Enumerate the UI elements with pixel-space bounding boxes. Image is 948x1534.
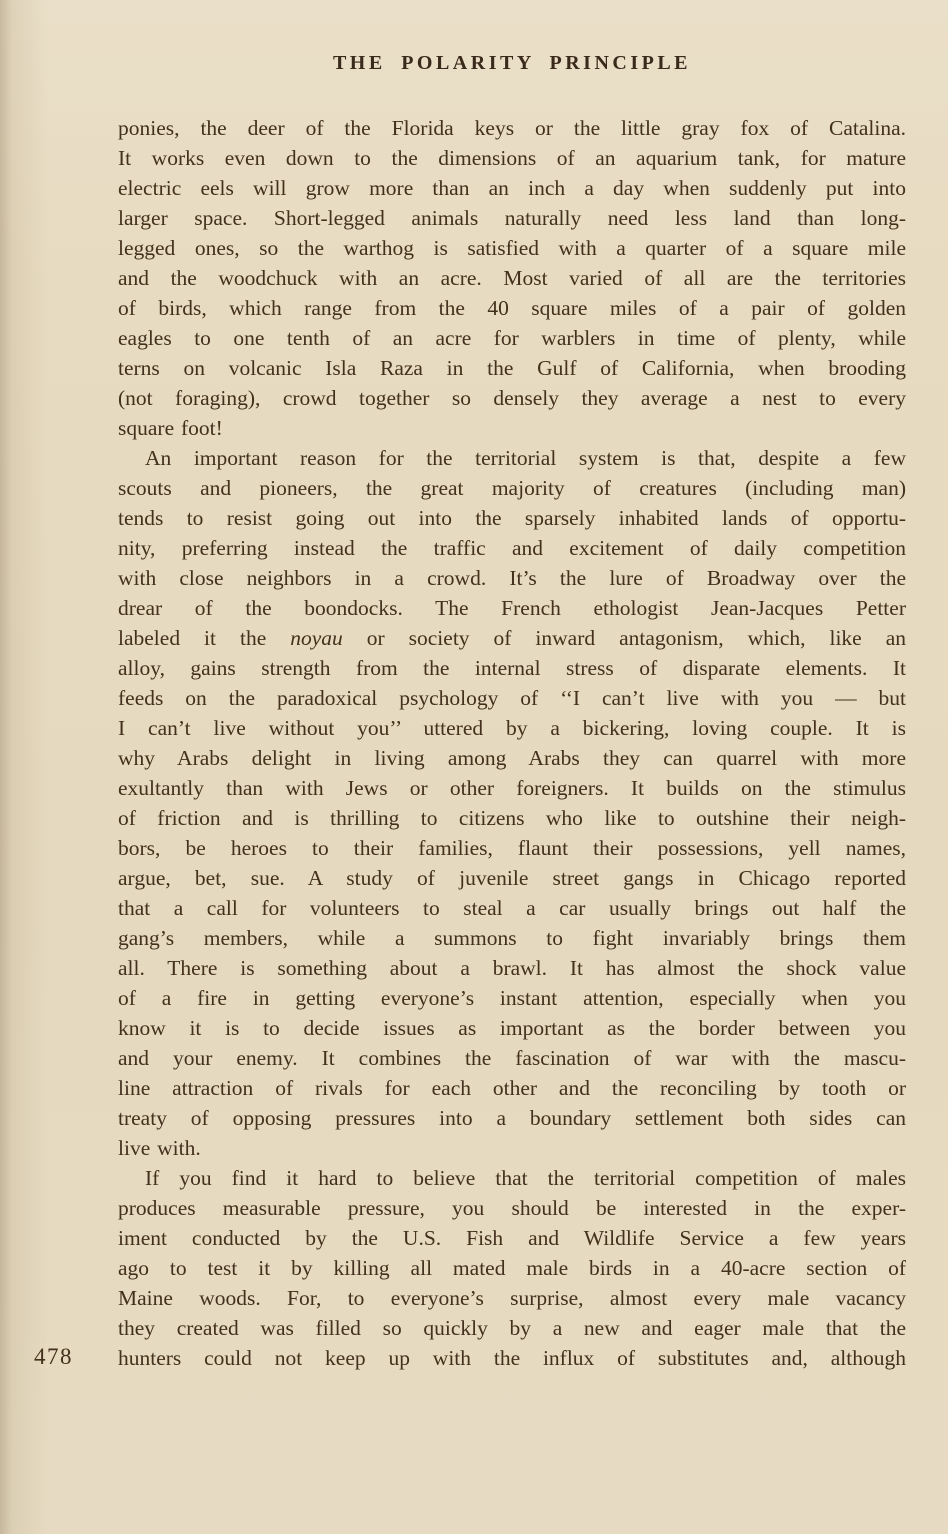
text-line: It works even down to the dimensions of an aquarium tank, for mature — [118, 146, 906, 170]
text-line: of friction and is thrilling to citizens who like to outshine their neigh- — [118, 806, 906, 830]
text-line: ponies, the deer of the Florida keys or the little gray fox of Catalina. — [118, 116, 906, 140]
text-segment: labeled it the — [118, 626, 291, 650]
text-line: legged ones, so the warthog is satisfied with a quarter of a square mile — [118, 236, 906, 260]
text-line: gang’s members, while a summons to fight invariably brings them — [118, 926, 906, 950]
paragraph — [118, 443, 906, 1163]
text-line: line attraction of rivals for each other and the reconciling by tooth or — [118, 1076, 906, 1100]
text-line: scouts and pioneers, the great majority of creatures (including man) — [118, 476, 906, 500]
text-line: iment conducted by the U.S. Fish and Wildlife Service a few years — [118, 1226, 906, 1250]
text-line: I can’t live without you’’ uttered by a bickering, loving couple. It is — [118, 716, 906, 740]
text-line: that a call for volunteers to steal a car usually brings out half the — [118, 896, 906, 920]
text-line: know it is to decide issues as important as the border between you — [118, 1016, 906, 1040]
text-line: why Arabs delight in living among Arabs they can quarrel with more — [118, 746, 906, 770]
text-line: terns on volcanic Isla Raza in the Gulf of California, when brooding — [118, 356, 906, 380]
text-column — [118, 113, 906, 1373]
text-line: If you find it hard to believe that the territorial competition of males — [145, 1166, 906, 1190]
text-line: and the woodchuck with an acre. Most varied of all are the territories — [118, 266, 906, 290]
text-line: (not foraging), crowd together so densely they average a nest to every — [118, 386, 906, 410]
text-line: and your enemy. It combines the fascination of war with the mascu- — [118, 1046, 906, 1070]
paragraph — [118, 1163, 906, 1373]
text-line: argue, bet, sue. A study of juvenile street gangs in Chicago reported — [118, 866, 906, 890]
text-line: bors, be heroes to their families, flaunt their possessions, yell names, — [118, 836, 906, 860]
text-line: electric eels will grow more than an inch a day when suddenly put into — [118, 176, 906, 200]
text-line: drear of the boondocks. The French ethologist Jean-Jacques Petter — [118, 596, 906, 620]
text-line: hunters could not keep up with the influx of substitutes and, although — [118, 1346, 906, 1370]
text-line: square foot! — [118, 416, 223, 440]
text-line: of birds, which range from the 40 square miles of a pair of golden — [118, 296, 906, 320]
text-line: they created was filled so quickly by a new and eager male that the — [118, 1316, 906, 1340]
page-number: 478 — [34, 1344, 73, 1369]
text-line: eagles to one tenth of an acre for warblers in time of plenty, while — [118, 326, 906, 350]
text-line: Maine woods. For, to everyone’s surprise, almost every male vacancy — [118, 1286, 906, 1310]
text-line: treaty of opposing pressures into a boundary settlement both sides can — [118, 1106, 906, 1130]
running-header: THE POLARITY PRINCIPLE — [332, 52, 692, 74]
text-line: produces measurable pressure, you should be interested in the exper- — [118, 1196, 906, 1220]
text-line: of a fire in getting everyone’s instant attention, especially when you — [118, 986, 906, 1010]
text-line: exultantly than with Jews or other foreigners. It builds on the stimulus — [118, 776, 906, 800]
text-line: with close neighbors in a crowd. It’s the lure of Broadway over the — [118, 566, 906, 590]
text-line: larger space. Short-legged animals naturally need less land than long- — [118, 206, 906, 230]
text-line: feeds on the paradoxical psychology of ‘‘I can’t live with you — but — [118, 686, 906, 710]
text-segment: or society of inward antagonism, which, like an — [342, 626, 906, 650]
text-line: ago to test it by killing all mated male birds in a 40-acre section of — [118, 1256, 906, 1280]
text-line — [118, 623, 906, 653]
italic-term: noyau — [290, 626, 343, 650]
text-line: live with. — [118, 1136, 201, 1160]
text-line: An important reason for the territorial system is that, despite a few — [145, 446, 906, 470]
text-line: tends to resist going out into the sparsely inhabited lands of opportu- — [118, 506, 906, 530]
text-line: alloy, gains strength from the internal stress of disparate elements. It — [118, 656, 906, 680]
paragraph — [118, 113, 906, 443]
text-line: nity, preferring instead the traffic and excitement of daily competition — [118, 536, 906, 560]
text-line: all. There is something about a brawl. It has almost the shock value — [118, 956, 906, 980]
